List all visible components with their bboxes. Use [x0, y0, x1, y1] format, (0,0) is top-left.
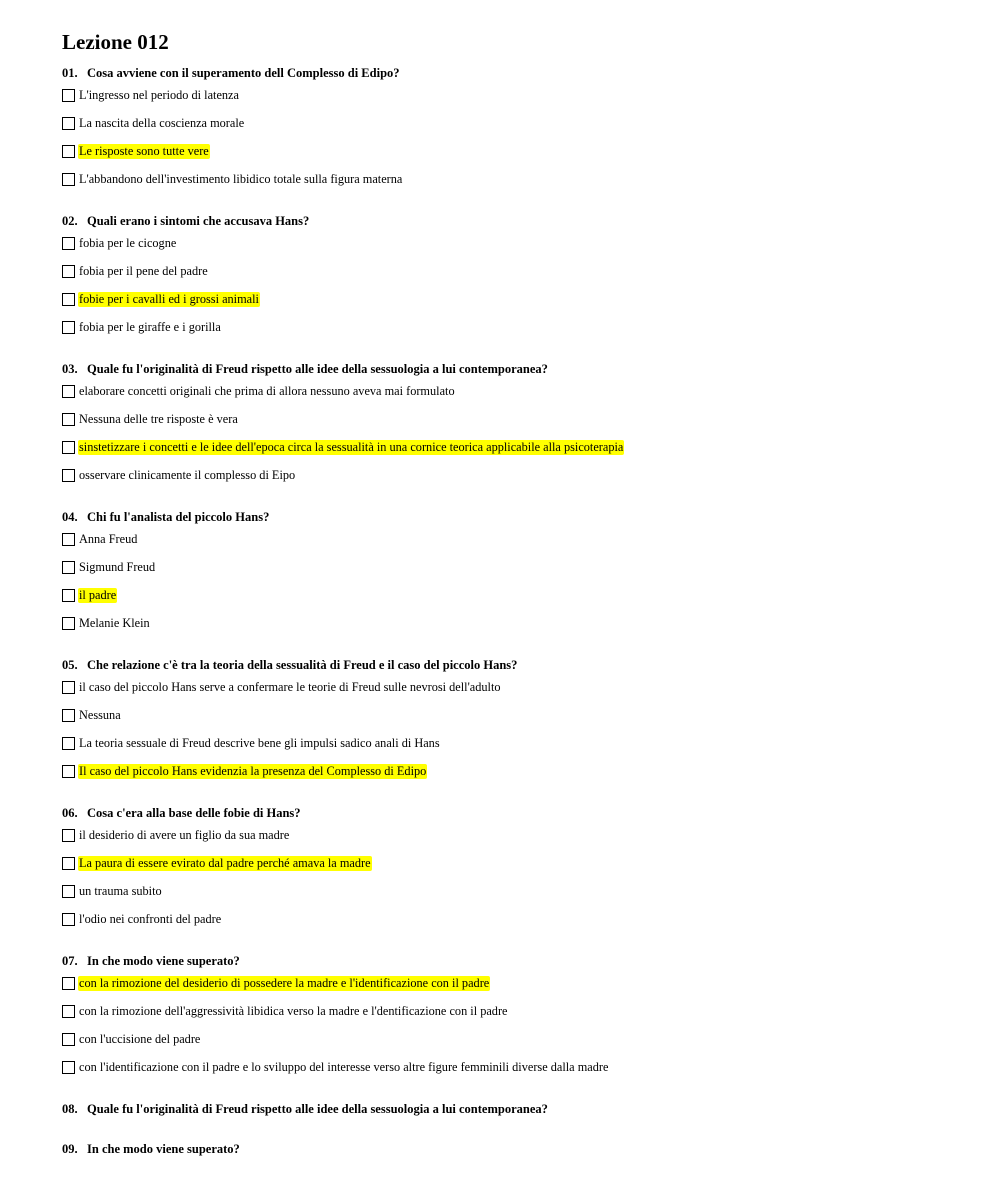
answer-text-highlighted: sinstetizzare i concetti e le idee dell'epoca circa la sessualità in una cornice teorica applicabile alla psicoterapia — [79, 440, 624, 454]
answer-checkbox[interactable] — [62, 321, 75, 334]
answer-checkbox[interactable] — [62, 1005, 75, 1018]
answer-checkbox[interactable] — [62, 1033, 75, 1046]
answer-option[interactable] — [62, 532, 962, 560]
question-block — [62, 1140, 962, 1158]
question-text: Quali erano i sintomi che accusava Hans? — [87, 214, 310, 228]
answer-checkbox[interactable] — [62, 265, 75, 278]
answer-text: fobia per le giraffe e i gorilla — [79, 320, 221, 334]
answer-option[interactable] — [62, 172, 962, 200]
answer-option[interactable] — [62, 736, 962, 764]
question-block — [62, 360, 962, 496]
answer-option[interactable] — [62, 912, 962, 940]
question-block — [62, 952, 962, 1088]
answer-list — [62, 680, 962, 792]
answer-option[interactable] — [62, 412, 962, 440]
answer-option[interactable] — [62, 88, 962, 116]
answer-text: il desiderio di avere un figlio da sua madre — [79, 828, 290, 842]
answer-text-highlighted: il padre — [79, 588, 117, 602]
answer-list — [62, 236, 962, 348]
question-number: 09. — [62, 1142, 78, 1156]
answer-checkbox[interactable] — [62, 89, 75, 102]
answer-option[interactable] — [62, 292, 962, 320]
question-title — [62, 804, 962, 822]
answer-option[interactable] — [62, 1004, 962, 1032]
answer-checkbox[interactable] — [62, 617, 75, 630]
question-title — [62, 952, 962, 970]
answer-checkbox[interactable] — [62, 561, 75, 574]
answer-checkbox[interactable] — [62, 293, 75, 306]
answer-text: con l'uccisione del padre — [79, 1032, 201, 1046]
question-block — [62, 212, 962, 348]
answer-option[interactable] — [62, 588, 962, 616]
answer-checkbox[interactable] — [62, 385, 75, 398]
question-number: 05. — [62, 658, 78, 672]
question-text: Quale fu l'originalità di Freud rispetto alle idee della sessuologia a lui contemporanea? — [87, 362, 548, 376]
answer-checkbox[interactable] — [62, 145, 75, 158]
answer-text: La teoria sessuale di Freud descrive bene gli impulsi sadico anali di Hans — [79, 736, 440, 750]
question-block — [62, 64, 962, 200]
answer-text: L'ingresso nel periodo di latenza — [79, 88, 239, 102]
answer-list — [62, 532, 962, 644]
answer-option[interactable] — [62, 616, 962, 644]
answer-checkbox[interactable] — [62, 117, 75, 130]
question-title — [62, 360, 962, 378]
answer-option[interactable] — [62, 764, 962, 792]
answer-text: Nessuna — [79, 708, 121, 722]
answer-text: Melanie Klein — [79, 616, 150, 630]
answer-text: Anna Freud — [79, 532, 138, 546]
answer-checkbox[interactable] — [62, 977, 75, 990]
question-text: Quale fu l'originalità di Freud rispetto alle idee della sessuologia a lui contemporanea? — [87, 1102, 548, 1116]
question-number: 03. — [62, 362, 78, 376]
answer-option[interactable] — [62, 320, 962, 348]
answer-checkbox[interactable] — [62, 737, 75, 750]
answer-text-highlighted: con la rimozione del desiderio di possedere la madre e l'identificazione con il padre — [79, 976, 490, 990]
answer-text: fobia per le cicogne — [79, 236, 177, 250]
answer-checkbox[interactable] — [62, 469, 75, 482]
answer-checkbox[interactable] — [62, 1061, 75, 1074]
question-block — [62, 804, 962, 940]
answer-text-highlighted: fobie per i cavalli ed i grossi animali — [79, 292, 259, 306]
question-number: 07. — [62, 954, 78, 968]
answer-option[interactable] — [62, 144, 962, 172]
answer-checkbox[interactable] — [62, 765, 75, 778]
question-title — [62, 212, 962, 230]
answer-checkbox[interactable] — [62, 885, 75, 898]
answer-option[interactable] — [62, 828, 962, 856]
answer-list — [62, 976, 962, 1088]
question-text: In che modo viene superato? — [87, 1142, 240, 1156]
answer-text: l'odio nei confronti del padre — [79, 912, 222, 926]
answer-option[interactable] — [62, 856, 962, 884]
answer-text: un trauma subito — [79, 884, 162, 898]
question-title — [62, 656, 962, 674]
answer-checkbox[interactable] — [62, 913, 75, 926]
answer-option[interactable] — [62, 1032, 962, 1060]
answer-text: Sigmund Freud — [79, 560, 156, 574]
question-list — [62, 64, 962, 1158]
answer-checkbox[interactable] — [62, 237, 75, 250]
answer-list — [62, 384, 962, 496]
question-block — [62, 1100, 962, 1118]
answer-checkbox[interactable] — [62, 681, 75, 694]
answer-option[interactable] — [62, 560, 962, 588]
answer-option[interactable] — [62, 264, 962, 292]
answer-option[interactable] — [62, 236, 962, 264]
answer-text: il caso del piccolo Hans serve a confermare le teorie di Freud sulle nevrosi dell'adulto — [79, 680, 501, 694]
answer-text: L'abbandono dell'investimento libidico totale sulla figura materna — [79, 172, 403, 186]
answer-text: osservare clinicamente il complesso di Eipo — [79, 468, 296, 482]
page-title: Lezione 012 — [62, 30, 169, 54]
question-title — [62, 64, 962, 82]
answer-checkbox[interactable] — [62, 173, 75, 186]
answer-checkbox[interactable] — [62, 857, 75, 870]
answer-checkbox[interactable] — [62, 829, 75, 842]
question-number: 04. — [62, 510, 78, 524]
quiz-document — [62, 28, 962, 1158]
answer-option[interactable] — [62, 440, 962, 468]
answer-option[interactable] — [62, 884, 962, 912]
question-block — [62, 508, 962, 644]
answer-checkbox[interactable] — [62, 413, 75, 426]
answer-text-highlighted: Il caso del piccolo Hans evidenzia la presenza del Complesso di Edipo — [79, 764, 427, 778]
answer-list — [62, 88, 962, 200]
question-text: Cosa c'era alla base delle fobie di Hans? — [87, 806, 301, 820]
answer-option[interactable] — [62, 1060, 962, 1088]
question-text: Che relazione c'è tra la teoria della sessualità di Freud e il caso del piccolo Hans? — [87, 658, 518, 672]
question-title — [62, 1100, 962, 1118]
answer-text: con la rimozione dell'aggressività libidica verso la madre e l'dentificazione con il padre — [79, 1004, 508, 1018]
question-number: 02. — [62, 214, 78, 228]
answer-text: Nessuna delle tre risposte è vera — [79, 412, 238, 426]
answer-text-highlighted: La paura di essere evirato dal padre perché amava la madre — [79, 856, 371, 870]
question-number: 08. — [62, 1102, 78, 1116]
question-text: Cosa avviene con il superamento dell Complesso di Edipo? — [87, 66, 400, 80]
answer-option[interactable] — [62, 116, 962, 144]
answer-option[interactable] — [62, 384, 962, 412]
answer-option[interactable] — [62, 680, 962, 708]
answer-text: con l'identificazione con il padre e lo sviluppo del interesse verso altre figure femminili diverse dalla madre — [79, 1060, 609, 1074]
answer-option[interactable] — [62, 708, 962, 736]
question-text: In che modo viene superato? — [87, 954, 240, 968]
answer-list — [62, 828, 962, 940]
answer-checkbox[interactable] — [62, 709, 75, 722]
question-title — [62, 508, 962, 526]
answer-checkbox[interactable] — [62, 533, 75, 546]
answer-option[interactable] — [62, 976, 962, 1004]
answer-text: fobia per il pene del padre — [79, 264, 208, 278]
answer-checkbox[interactable] — [62, 589, 75, 602]
question-text: Chi fu l'analista del piccolo Hans? — [87, 510, 270, 524]
answer-checkbox[interactable] — [62, 441, 75, 454]
answer-text: La nascita della coscienza morale — [79, 116, 245, 130]
question-block — [62, 656, 962, 792]
question-number: 01. — [62, 66, 78, 80]
answer-text: elaborare concetti originali che prima di allora nessuno aveva mai formulato — [79, 384, 455, 398]
answer-option[interactable] — [62, 468, 962, 496]
question-number: 06. — [62, 806, 78, 820]
answer-text-highlighted: Le risposte sono tutte vere — [79, 144, 209, 158]
question-title — [62, 1140, 962, 1158]
